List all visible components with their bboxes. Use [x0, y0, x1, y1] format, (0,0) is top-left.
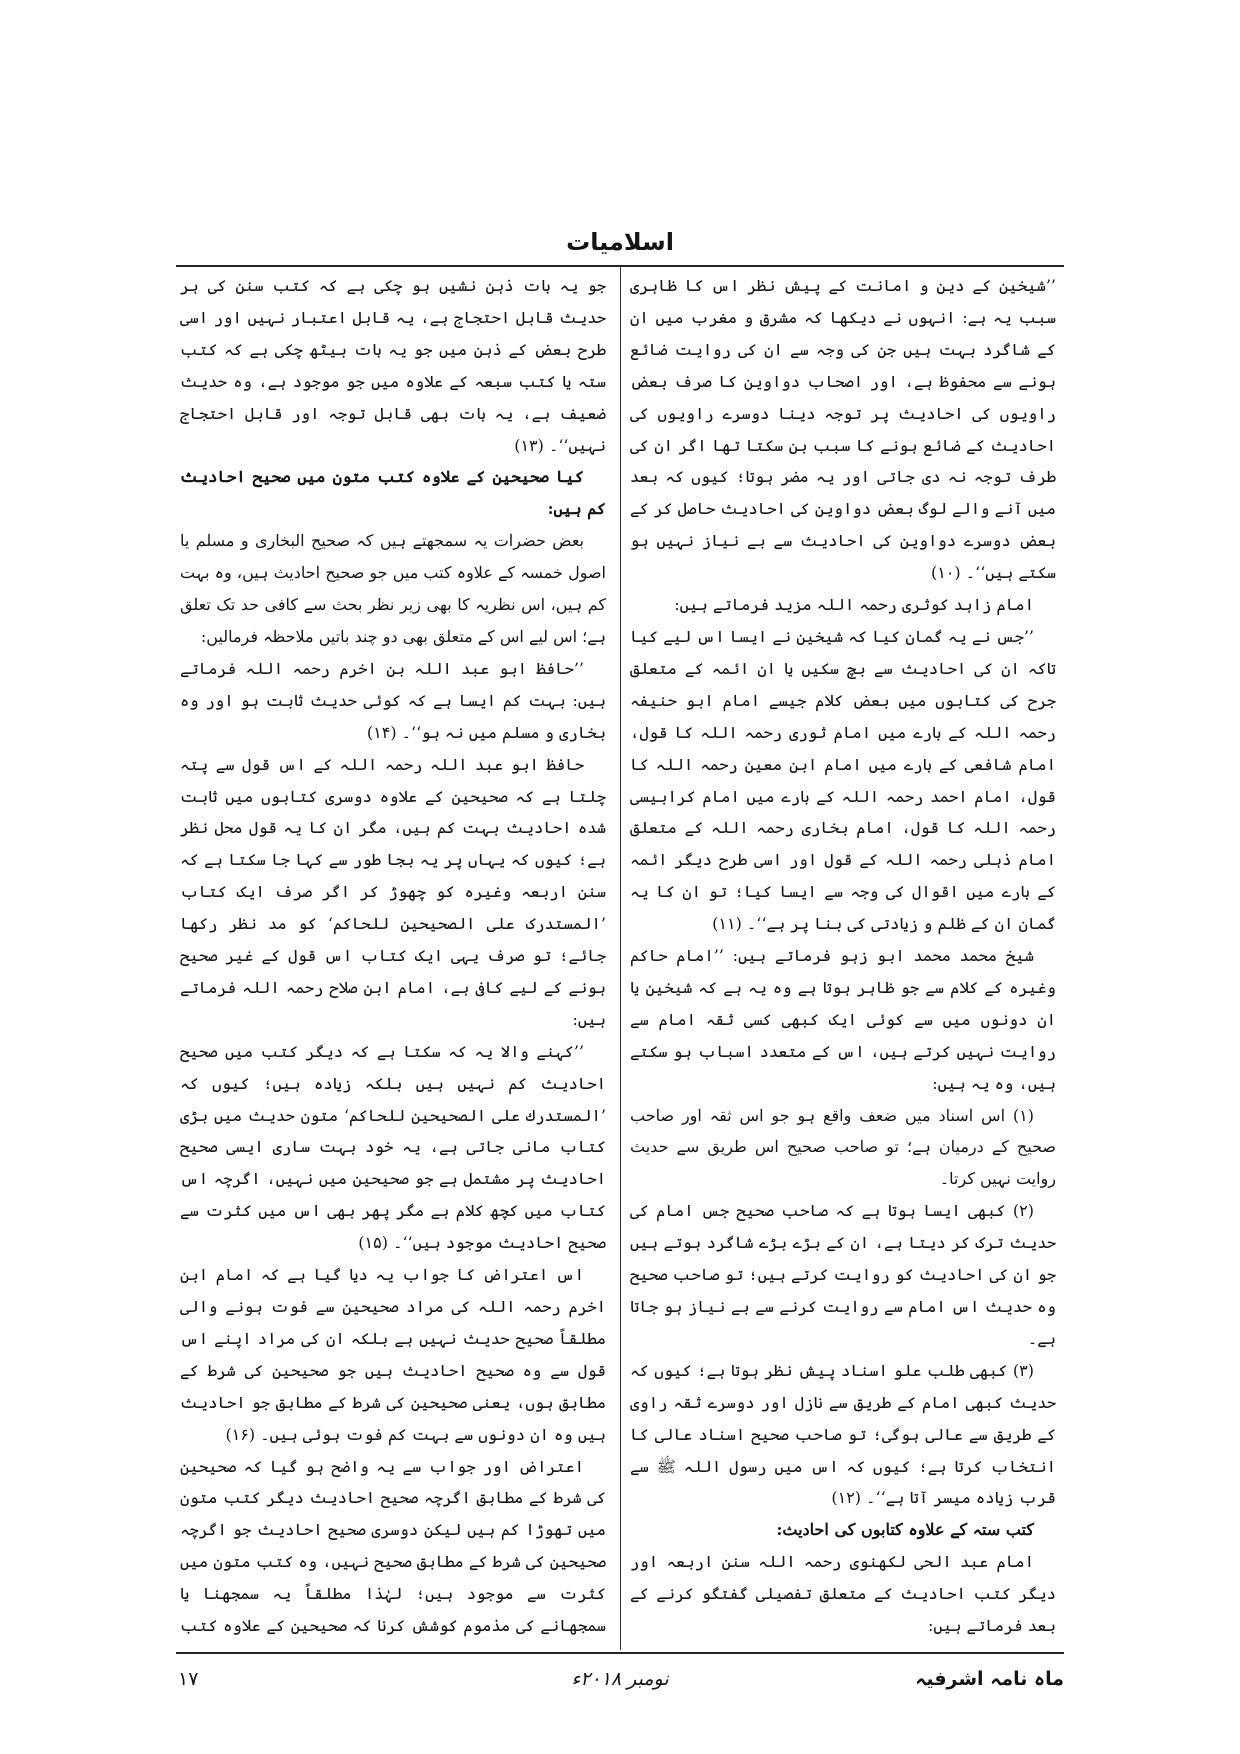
- paragraph: حافظ ابو عبد اللہ رحمہ اللہ کے اس قول سے پتہ چلتا ہے کہ صحیحین کے علاوہ دوسری کتابوں میں ثابت شدہ احادیث بہت کم ہیں، مگر ان کا یہ قول محل نظر ہے؛ کیوں کہ یہاں پر یہ بجا طور سے کہا جا سکتا ہے کہ سنن اربعہ وغیرہ کو چھوڑ کر اگر صرف ایک کتاب ’المستدرک علی الصحیحین للحاکم‘ کو مد نظر رکھا جائے؛ تو صرف یہی ایک کتاب اس قول کے غیر صحیح ہونے کے لیے کافی ہے، امام ابن صلاح رحمہ اللہ فرماتے ہیں:: [180, 754, 606, 1029]
- issue-date: نومبر ۲۰۱۸ء: [571, 1668, 669, 1690]
- paragraph: ’’جس نے یہ گمان کیا کہ شیخین نے ایسا اس لیے کیا تاکہ ان کی احادیث سے بچ سکیں یا ان ائمہ کے متعلق جرح کی کتابوں میں بعض کلام جیسے امام ابو حنیفہ رحمہ اللہ کے بارے میں امام ثوری رحمہ اللہ کا قول، امام شافعی کے بارے میں امام ابن معین رحمہ اللہ کا قول، امام احمد رحمہ اللہ کے بارے میں امام کرابیسی رحمہ اللہ کا قول، امام بخاری رحمہ اللہ کے متعلق امام ذہلی رحمہ اللہ کے قول اور اسی طرح دیگر ائمہ کے بارے میں اقوال کی وجہ سے ایسا کیا؛ تو ان کا یہ گمان ان کے ظلم و زیادتی کی بنا پر ہے‘‘۔ (۱۱): [630, 626, 1056, 934]
- paragraph: (۱) اس اسناد میں ضعف واقع ہو جو اس ثقہ اور صاحب صحیح کے درمیان ہے؛ تو صاحب صحیح اس طریق سے حدیث روایت نہیں کرتا۔: [630, 1105, 1056, 1189]
- paragraph: امام زاہد کوثری رحمہ اللہ مزید فرماتے ہیں:: [674, 595, 1034, 615]
- paragraph: اعتراض اور جواب سے یہ واضح ہو گیا کہ صحیحین کی شرط کے مطابق اگرچہ صحیح احادیث دیگر کتب متون میں تھوڑا کم ہیں لیکن دوسری صحیح احادیث جو اگرچہ صحیحین کی شرط کے مطابق صحیح نہیں، وہ کتب متون میں کثرت سے موجود ہیں؛ لہٰذا مطلقاً یہ سمجھنا یا سمجھانے کی مذموم کوشش کرنا کہ صحیحین کے علاوہ کتب: [180, 1456, 606, 1636]
- subheading: کتب ستہ کے علاوہ کتابوں کی احادیث:: [776, 1520, 1034, 1540]
- right-column: [630, 270, 1056, 1645]
- page-number: ۱۷: [178, 1668, 199, 1690]
- paragraph: اس اعتراض کا جواب یہ دیا گیا ہے کہ امام ابن اخرم رحمہ اللہ کی مراد صحیحین سے فوت ہونے والی مطلقاً صحیح حدیث نہیں ہے بلکہ ان کی مراد اپنے اس قول سے وہ صحیح احادیث ہیں جو صحیحین کی شرط کے مطابق ہوں، یعنی صحیحین کی شرط کے مطابق جو احادیث ہیں وہ ان دونوں سے بہت کم فوت ہوئی ہیں۔ (۱۶): [180, 1265, 606, 1444]
- paragraph: شیخ محمد محمد ابو زہو فرماتے ہیں: ’’امام حاکم وغیرہ کے کلام سے جو ظاہر ہوتا ہے وہ یہ ہے کہ شیخین یا ان دونوں میں سے کوئی ایک کبھی کسی ثقہ امام سے روایت نہیں کرتے ہیں، اس کے متعدد اسباب ہو سکتے ہیں، وہ یہ ہیں:: [630, 946, 1056, 1093]
- paragraph: جو یہ بات ذہن نشیں ہو چکی ہے کہ کتب سنن کی ہر حدیث قابل احتجاج ہے، یہ قابل اعتبار نہیں اور اسی طرح بعض کے ذہن میں جو یہ بات بیٹھ چکی ہے کہ کتب ستہ یا کتب سبعہ کے علاوہ میں جو موجود ہے، وہ حدیث ضعیف ہے، یہ بات بھی قابل توجہ اور قابل احتجاج نہیں‘‘۔ (۱۳): [180, 276, 606, 455]
- paragraph: ’’کہنے والا یہ کہ سکتا ہے کہ دیگر کتب میں صحیح احادیث کم نہیں ہیں بلکہ زیادہ ہیں؛ کیوں کہ ’المستدرك علی الصحیحین للحاكم‘ متون حدیث میں بڑی کتاب مانی جاتی ہے، یہ خود بہت ساری ایسی صحیح احادیث پر مشتمل ہے جو صحیحین میں نہیں، اگرچہ اس کتاب میں کچھ کلام ہے مگر پھر بھی اس میں کثرت سے صحیح احادیث موجود ہیں‘‘۔ (۱۵): [180, 1041, 606, 1253]
- paragraph: ’’شیخین کے دین و امانت کے پیش نظر اس کا ظاہری سبب یہ ہے: انہوں نے دیکھا کہ مشرق و مغرب میں ان کے شاگرد بہت ہیں جن کی وجہ سے ان کی روایت ضائع ہونے سے محفوظ ہے، اور اصحاب دواوین کا صرف بعض راویوں کی احادیث پر توجہ دینا دوسرے راویوں کی احادیث کے ضائع ہونے کا سبب بن سکتا تھا اگر ان کی طرف توجہ نہ دی جاتی اور یہ مضر ہوتا؛ کیوں کہ بعد میں آنے والے لوگ بعض دواوین کی احادیث حاصل کر کے بعض دوسرے دواوین کی احادیث سے بے نیاز نہیں ہو سکتے ہیں‘‘۔ (۱۰): [630, 276, 1056, 583]
- section-title: اسلامیات: [566, 228, 674, 256]
- paragraph: [630, 1642, 1056, 1645]
- footer-rule: [176, 1652, 1064, 1654]
- paragraph: ’’حافظ ابو عبد اللہ بن اخرم رحمہ اللہ فرماتے ہیں: بہت کم ایسا ہے کہ کوئی حدیث ثابت ہو اور وہ بخاری و مسلم میں نہ ہو‘‘۔ (۱۴): [180, 658, 606, 742]
- paragraph: بعض حضرات یہ سمجھتے ہیں کہ صحیح البخاری و مسلم یا اصول خمسہ کے علاوہ کتب میں جو صحیح احادیث ہیں، وہ بہت کم ہیں، اس نظریہ کا بھی زیر نظر بحث سے کافی حد تک تعلق ہے؛ اس لیے اس کے متعلق بھی دو چند باتیں ملاحظہ فرمالیں:: [180, 531, 606, 646]
- paragraph: (۲) کبھی ایسا ہوتا ہے کہ صاحب صحیح جس امام کی حدیث ترک کر دیتا ہے، ان کے بڑے بڑے شاگرد ہوتے ہیں جو ان کی احادیث کو روایت کرتے ہیں؛ تو صاحب صحیح وہ حدیث اس امام سے روایت کرنے سے بے نیاز ہو جاتا ہے۔: [630, 1201, 1056, 1348]
- journal-name: ماہ نامہ اشرفیہ: [915, 1668, 1064, 1690]
- left-column: [180, 270, 606, 1645]
- paragraph: امام عبد الحی لکھنوی رحمہ اللہ سنن اربعہ اور دیگر کتب احادیث کے متعلق تفصیلی گفتگو کرنے کے بعد فرماتے ہیں:: [630, 1552, 1056, 1636]
- paragraph: (۳) کبھی طلب علو اسناد پیش نظر ہوتا ہے؛ کیوں کہ حدیث کبھی امام کے طریق سے نازل اور دوسرے ثقہ راوی کے طریق سے عالی ہوگی؛ تو صاحب صحیح اسناد عالی کا انتخاب کرتا ہے؛ کیوں کہ اس میں رسول اللہ ﷺ سے قرب زیادہ میسر آتا ہے‘‘۔ (۱۲): [630, 1360, 1056, 1508]
- subheading: کیا صحیحین کے علاوہ کتب متون میں صحیح احادیث کم ہیں:: [180, 467, 606, 519]
- column-divider: [620, 267, 621, 1650]
